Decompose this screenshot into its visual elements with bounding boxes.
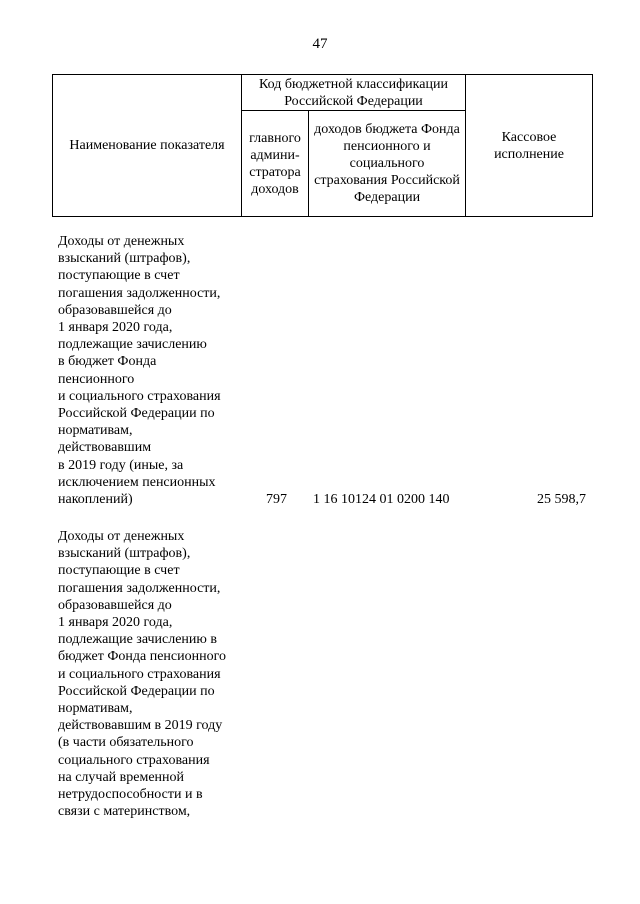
indicator-name-header: Наименование показателя [53,75,242,217]
row-1-revenue-code: 1 16 10124 01 0200 140 [313,492,450,507]
page-number: 47 [312,36,328,52]
row-2-indicator-name: Доходы от денежных взысканий (штрафов), поступающие в счет погашения задолженности, образовавшейся до 1 января 2020 года, подлежащие зачислению в бюджет Фонда пенсионного и социального страхования Российской Федерации по нормативам, действовавшим в 2019 году (в части обязательного социального страхования на случай временной нетрудоспособности и в связи с материнством, [58,529,226,820]
execution-header: Кассовое исполнение [466,75,593,217]
row-1-admin-code: 797 [266,492,287,507]
budget-table-header [52,74,593,217]
row-1-indicator-name: Доходы от денежных взысканий (штрафов), поступающие в счет погашения задолженности, образовавшейся до 1 января 2020 года, подлежащие зачислению в бюджет Фонда пенсионного и социального страхования Российской Федерации по нормативам, действовавшим в 2019 году (иные, за исключением пенсионных накоплений) [58,234,221,508]
classification-group-header: Код бюджетной классификации Российской Федерации [242,75,466,111]
row-1-execution: 25 598,7 [537,492,586,507]
admin-code-header: главного админи-стратора доходов [242,111,309,217]
revenue-code-header: доходов бюджета Фонда пенсионного и социального страхования Российской Федерации [309,111,466,217]
